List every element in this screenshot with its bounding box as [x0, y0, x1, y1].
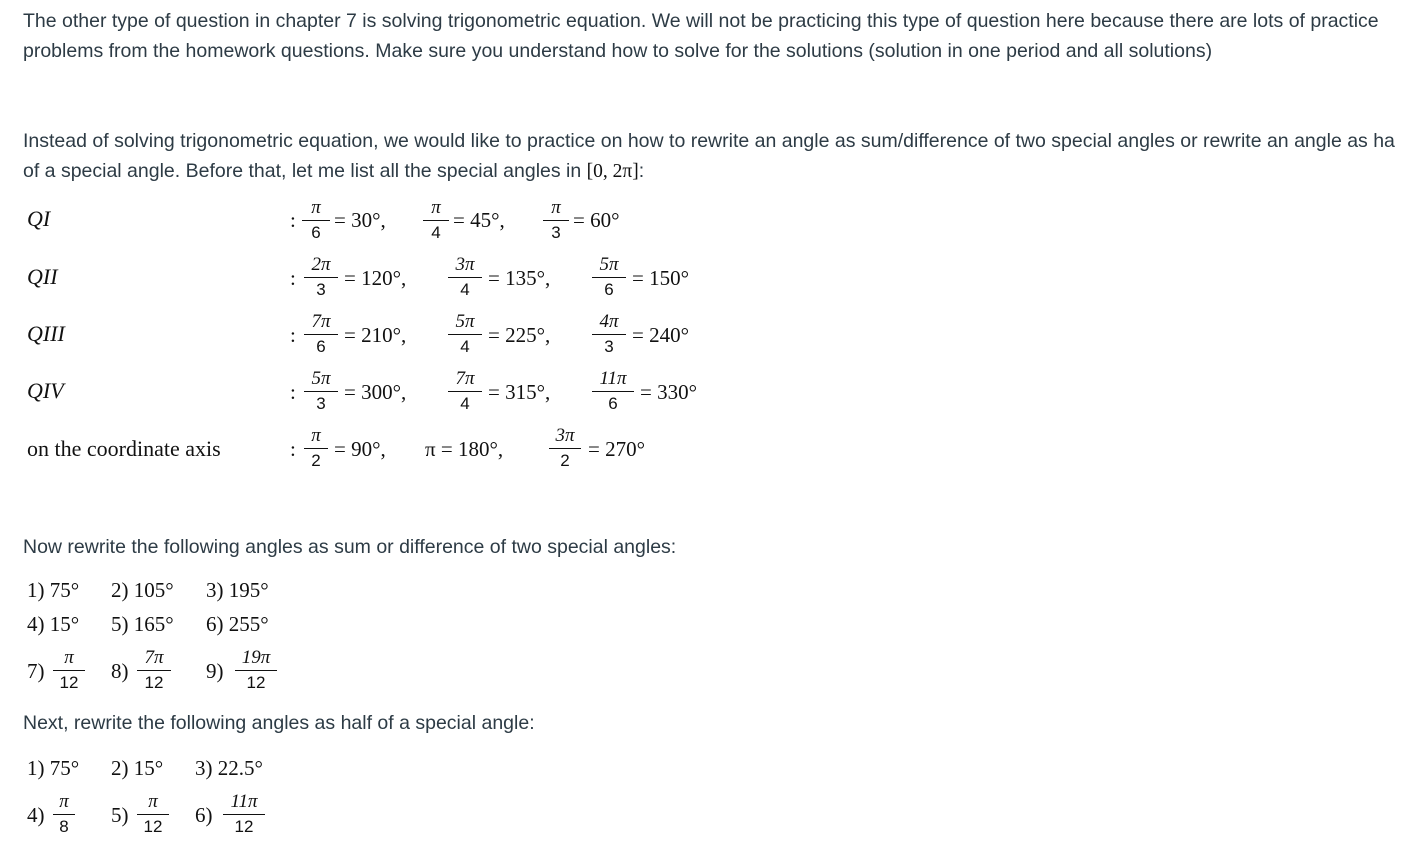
angle-fraction: [548, 424, 582, 473]
problem-fraction: [234, 646, 278, 695]
angle-value: = 150°: [632, 266, 689, 290]
fraction-denominator: 12: [59, 673, 79, 692]
angle-value: = 225°,: [488, 323, 551, 347]
fraction-denominator: 4: [460, 337, 470, 356]
angle-value: = 210°,: [344, 323, 407, 347]
angle-value: = 300°,: [344, 380, 407, 404]
row-colon: :: [290, 437, 296, 461]
fraction-denominator: 3: [316, 394, 326, 413]
fraction-denominator: 4: [431, 223, 441, 242]
angle-value-pi: π = 180°,: [425, 437, 504, 461]
row-label-qi: QI: [27, 206, 51, 231]
angle-value: = 315°,: [488, 380, 551, 404]
fraction-denominator: 12: [234, 817, 254, 836]
angle-fraction: [591, 310, 627, 359]
problem-fraction: [52, 790, 76, 839]
angle-value: = 240°: [632, 323, 689, 347]
problem-item-label: 9): [206, 659, 224, 683]
angle-fraction: [303, 367, 339, 416]
fraction-denominator: 3: [316, 280, 326, 299]
angle-value: = 330°: [640, 380, 697, 404]
instead-line-1: Instead of solving trigonometric equation, we would like to practice on how to rewrite an angle as sum/difference of two special angles or rewrite an angle as ha: [23, 130, 1395, 152]
angle-value: = 60°: [573, 208, 620, 232]
fraction-numerator: π: [59, 791, 69, 812]
problem-item-label: 6): [195, 803, 213, 827]
fraction-denominator: 6: [311, 223, 321, 242]
angle-value: = 45°,: [453, 208, 505, 232]
problem-fraction: [52, 646, 86, 695]
fraction-numerator: 3π: [455, 254, 475, 275]
row-label-qiii: QIII: [27, 321, 65, 346]
problem-item: 2) 15°: [111, 756, 164, 780]
fraction-denominator: 2: [311, 451, 321, 470]
row-label-qiv: QIV: [27, 378, 64, 403]
intro-line-1: The other type of question in chapter 7 is solving trigonometric equation. We will not be practicing this type of question here because there are lots of practice: [23, 10, 1379, 32]
fraction-denominator: 6: [604, 280, 614, 299]
problem-item-label: 4): [27, 803, 45, 827]
fraction-numerator: 19π: [241, 647, 271, 668]
fraction-denominator: 6: [316, 337, 326, 356]
angle-fraction: [303, 310, 339, 359]
row-colon: :: [290, 323, 296, 347]
fraction-numerator: π: [148, 791, 158, 812]
angle-value: = 30°,: [334, 208, 386, 232]
fraction-denominator: 3: [604, 337, 614, 356]
fraction-denominator: 12: [246, 673, 266, 692]
angle-value: = 90°,: [334, 437, 386, 461]
angle-fraction: [303, 424, 329, 473]
angle-fraction: [447, 367, 483, 416]
interval-math: [0, 2π]: [586, 161, 639, 182]
problem-fraction: [136, 646, 172, 695]
angle-fraction: [542, 196, 570, 245]
intro-line-2: problems from the homework questions. Make sure you understand how to solve for the solutions (solution in one period and all solutions): [23, 40, 1213, 62]
fraction-denominator: 12: [143, 817, 163, 836]
angle-fraction: [447, 253, 483, 302]
fraction-numerator: 7π: [311, 311, 331, 332]
fraction-denominator: 4: [460, 394, 470, 413]
problem-fraction: [136, 790, 170, 839]
fraction-numerator: 2π: [311, 254, 331, 275]
fraction-denominator: 12: [144, 673, 164, 692]
fraction-numerator: 7π: [144, 647, 164, 668]
fraction-numerator: 4π: [599, 311, 619, 332]
fraction-numerator: π: [431, 197, 441, 218]
problem-item-label: 5): [111, 803, 129, 827]
problem-item: 2) 105°: [111, 578, 174, 602]
fraction-numerator: 5π: [311, 368, 331, 389]
row-colon: :: [290, 266, 296, 290]
instead-line-2-suffix: :: [638, 160, 645, 182]
problem-item: 1) 75°: [27, 578, 80, 602]
row-colon: :: [290, 380, 296, 404]
angle-fraction: [447, 310, 483, 359]
problem-item: 3) 195°: [206, 578, 269, 602]
angle-value: = 120°,: [344, 266, 407, 290]
instead-line-2-prefix: of a special angle. Before that, let me list all the special angles in: [23, 160, 587, 182]
row-colon: :: [290, 208, 296, 232]
sum-diff-heading: Now rewrite the following angles as sum or difference of two special angles:: [23, 536, 677, 558]
fraction-numerator: 7π: [455, 368, 475, 389]
problem-item: 6) 255°: [206, 612, 269, 636]
problem-item: 4) 15°: [27, 612, 80, 636]
angle-fraction: [303, 253, 339, 302]
angle-fraction: [301, 196, 331, 245]
angle-value: = 135°,: [488, 266, 551, 290]
fraction-denominator: 2: [560, 451, 570, 470]
fraction-denominator: 4: [460, 280, 470, 299]
fraction-numerator: 3π: [555, 425, 575, 446]
fraction-numerator: 11π: [230, 791, 258, 812]
fraction-denominator: 6: [608, 394, 618, 413]
problem-item: 3) 22.5°: [195, 756, 263, 780]
problem-item: 5) 165°: [111, 612, 174, 636]
row-label-axis: on the coordinate axis: [27, 436, 221, 461]
angle-value: = 270°: [588, 437, 645, 461]
angle-fraction: [591, 367, 635, 416]
angle-fraction: [422, 196, 450, 245]
fraction-numerator: π: [551, 197, 561, 218]
angle-fraction: [591, 253, 627, 302]
row-label-qii: QII: [27, 264, 58, 289]
fraction-denominator: 3: [551, 223, 561, 242]
problem-item: 1) 75°: [27, 756, 80, 780]
fraction-numerator: 5π: [455, 311, 475, 332]
half-heading: Next, rewrite the following angles as half of a special angle:: [23, 712, 535, 734]
fraction-numerator: π: [64, 647, 74, 668]
problem-item-label: 7): [27, 659, 45, 683]
problem-item-label: 8): [111, 659, 129, 683]
fraction-numerator: 5π: [599, 254, 619, 275]
fraction-numerator: π: [311, 425, 321, 446]
instead-line-2: [23, 156, 644, 187]
problem-fraction: [222, 790, 266, 839]
fraction-numerator: 11π: [599, 368, 627, 389]
fraction-numerator: π: [311, 197, 321, 218]
fraction-denominator: 8: [59, 817, 69, 836]
